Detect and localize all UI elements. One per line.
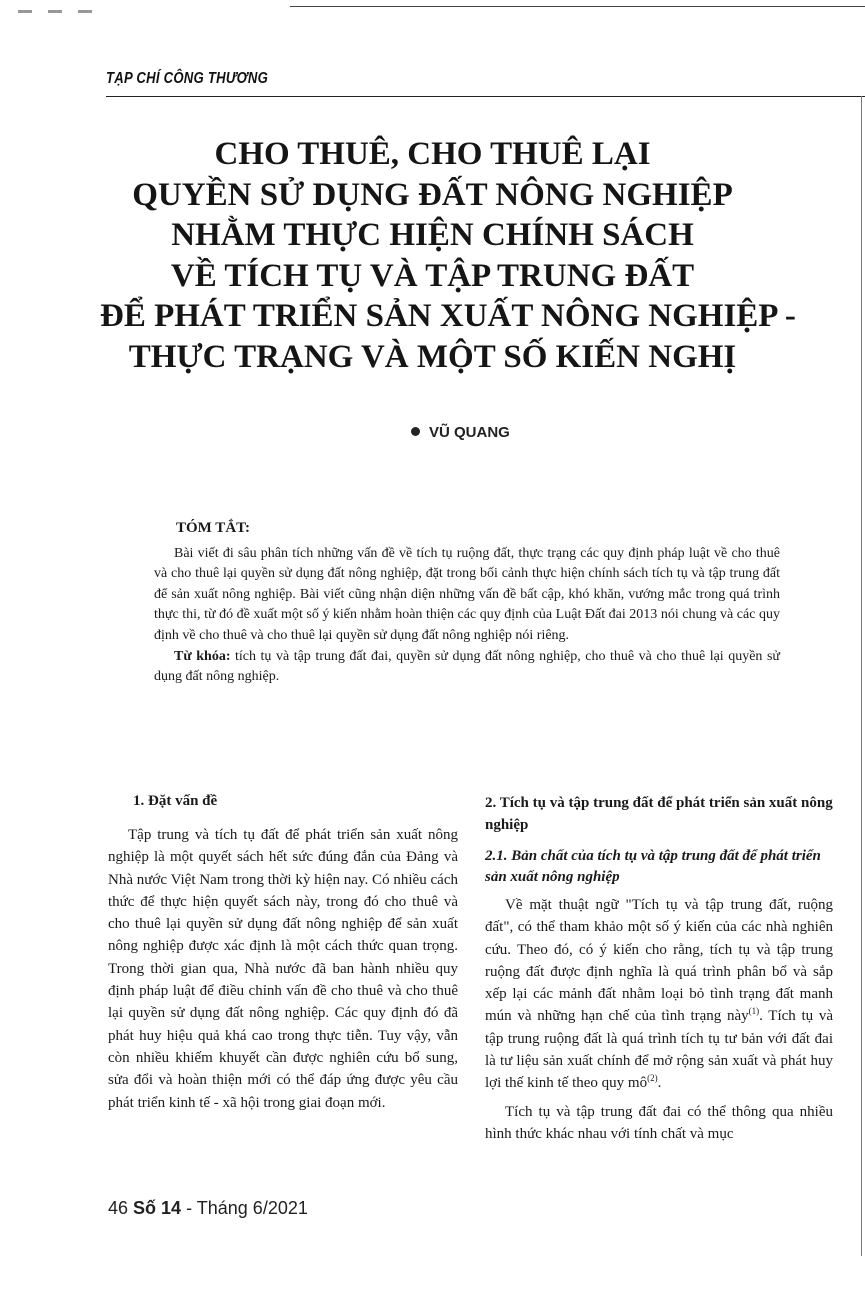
journal-name: TẠP CHÍ CÔNG THƯƠNG <box>106 70 269 87</box>
abstract-heading: TÓM TẮT: <box>176 520 251 536</box>
scan-marks <box>18 0 108 6</box>
keywords-label: Từ khóa: <box>174 648 231 664</box>
author-byline <box>411 424 510 441</box>
title-line: CHO THUÊ, CHO THUÊ LẠI <box>214 136 651 172</box>
footnote-ref: (1) <box>748 1006 760 1017</box>
abstract <box>154 518 780 688</box>
title-line: QUYỀN SỬ DỤNG ĐẤT NÔNG NGHIỆP <box>132 176 733 213</box>
right-column <box>485 792 833 1151</box>
abstract-text: Bài viết đi sâu phân tích những vấn đề về tích tụ ruộng đất, thực trạng các quy định pháp luật về cho thuê và cho thuê lại quyền sử dụng đất nông nghiệp, đặt trong bối cảnh thực hiện chính sách tích tụ và tập trung đất để sản xuất nông nghiệp. Bài viết cũng nhận diện những vấn đề bất cập, khó khăn, vướng mắc trong quá trình thực thi, từ đó đề xuất một số ý kiến nhằm hoàn thiện các quy định của Luật Đất đai 2013 nói chung và các quy định về cho thuê và cho thuê lại quyền sử dụng đất nông nghiệp nói riêng. <box>154 545 780 643</box>
page-edge-line <box>861 96 862 1256</box>
header-rule <box>106 96 865 97</box>
paragraph: Tập trung và tích tụ đất để phát triển sản xuất nông nghiệp là một quyết sách hết sức đúng đắn của Đảng và Nhà nước Việt Nam trong thời kỳ hiện nay. Có nhiều cách thức để thực hiện quyết sách này, trong đó cho thuê và cho thuê lại quyền sử dụng đất nông nghiệp để sản xuất nông nghiệp được xác định là một cách thức quan trọng. Trong thời gian qua, Nhà nước đã ban hành nhiều quy định pháp luật để điều chỉnh vấn đề cho thuê và cho thuê lại quyền sử dụng đất nông nghiệp. Các quy định đó đã phát huy hiệu quả khá cao trong thực tiễn. Tuy vậy, vẫn còn nhiều khiếm khuyết cần được nghiên cứu bổ sung, sửa đổi và hoàn thiện mới có thể đáp ứng được yêu cầu phát triển kinh tế - xã hội trong giai đoạn mới. <box>108 827 458 1111</box>
title-line: THỰC TRẠNG VÀ MỘT SỐ KIẾN NGHỊ <box>128 338 737 375</box>
keywords-text: tích tụ và tập trung đất đai, quyền sử dụng đất nông nghiệp, cho thuê và cho thuê lại quyền sử dụng đất nông nghiệp. <box>154 648 780 685</box>
issue-date: - Tháng 6/2021 <box>186 1198 308 1218</box>
keywords <box>154 647 780 688</box>
title-line: VỀ TÍCH TỤ VÀ TẬP TRUNG ĐẤT <box>170 257 695 294</box>
section-heading: 1. Đặt vấn đề <box>133 793 218 809</box>
bullet-icon <box>411 427 420 436</box>
article-title <box>100 134 796 377</box>
paragraph: Về mặt thuật ngữ "Tích tụ và tập trung đất, ruộng đất", có thể tham khảo một số ý kiến của các nhà nghiên cứu. Theo đó, có ý kiến cho rằng, tích tụ và tập trung ruộng đất được định nghĩa là quá trình phân bổ và sắp xếp lại các mảnh đất nhằm loại bỏ tình trạng đất manh mún và những hạn chế của tình trạng này$^{(1)}$. Tích tụ và tập trung ruộng đất là quá trình tích tụ tư bản với đất đai là tư liệu sản xuất chính để mở rộng sản xuất và phát huy lợi thế kinh tế theo quy $mô^{(2)}$. <box>485 897 834 1092</box>
section-heading: 2. Tích tụ và tập trung đất để phát triển sản xuất nông nghiệp <box>485 795 833 833</box>
title-line: NHẰM THỰC HIỆN CHÍNH SÁCH <box>171 217 694 253</box>
issue-number: Số 14 <box>133 1198 182 1218</box>
top-rule <box>290 6 865 7</box>
paragraph: Tích tụ và tập trung đất đai có thể thông qua nhiều hình thức khác nhau với tính chất và mục <box>485 1103 833 1142</box>
subsection-heading: 2.1. Bản chất của tích tụ và tập trung đất để phát triển sản xuất nông nghiệp <box>485 848 821 885</box>
left-column <box>108 790 458 1120</box>
page-footer <box>108 1198 308 1219</box>
author-name: VŨ QUANG <box>429 424 510 441</box>
title-line: ĐỂ PHÁT TRIỂN SẢN XUẤT NÔNG NGHIỆP - <box>100 298 796 334</box>
footnote-ref: (2) <box>647 1073 658 1084</box>
page-number: 46 <box>108 1198 129 1218</box>
